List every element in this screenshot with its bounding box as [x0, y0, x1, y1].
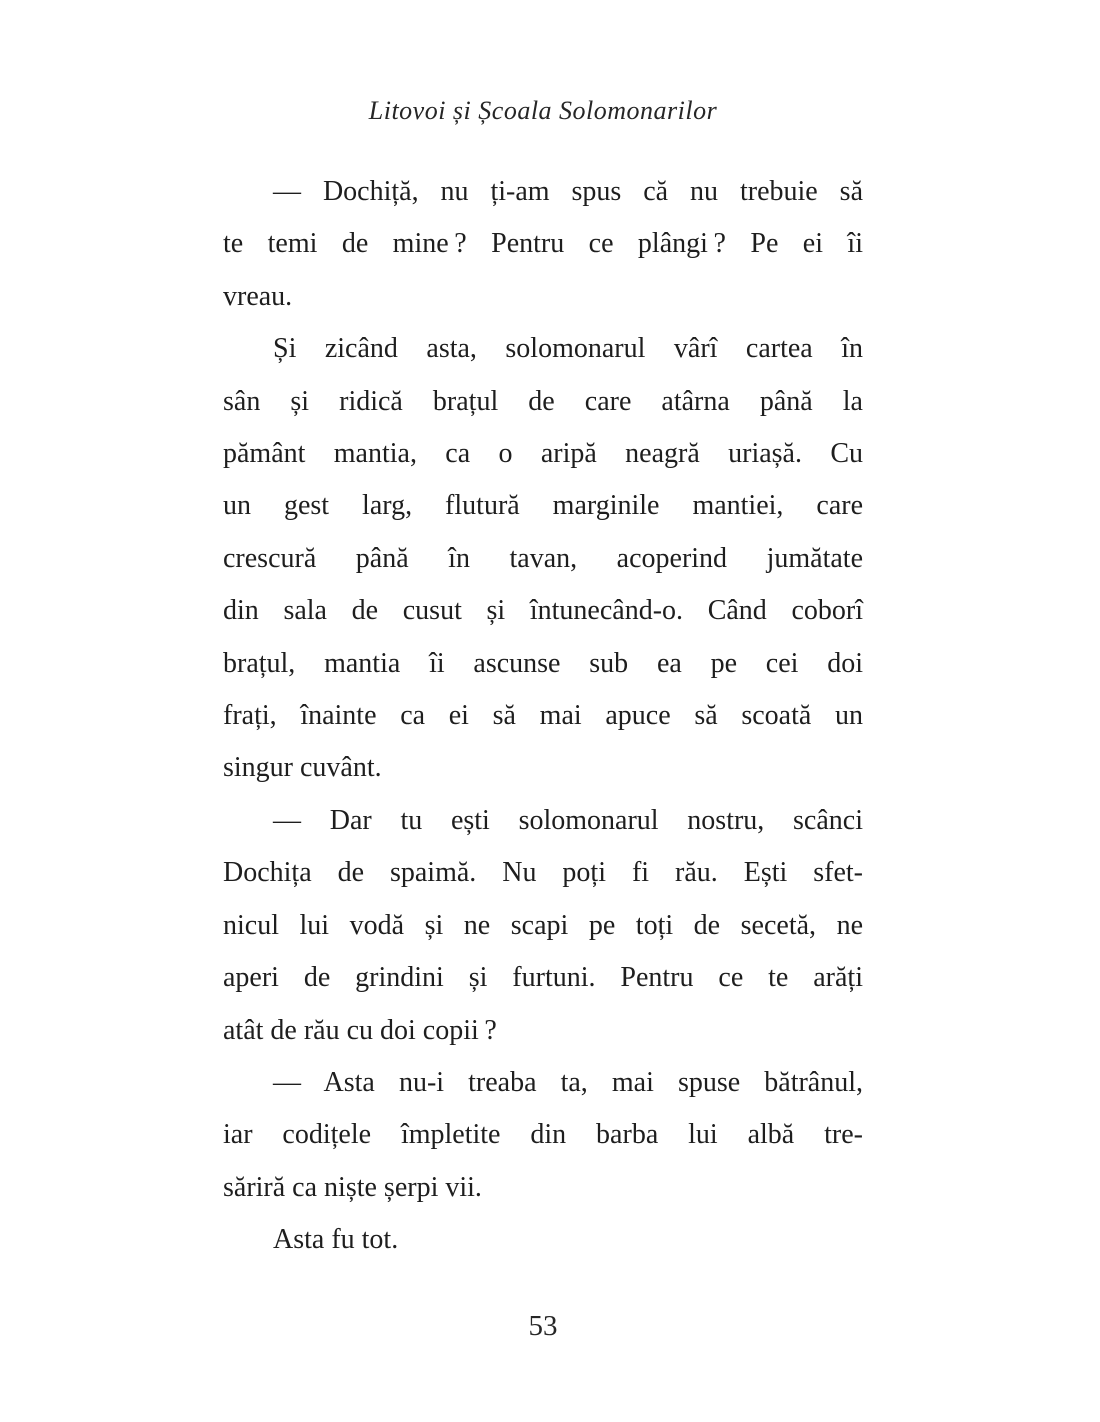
paragraph [223, 1057, 863, 1214]
text-line: pământ mantia, ca o aripă neagră uriașă. Cu [223, 438, 863, 470]
text-line: iar codițele împletite din barba lui albă tre- [223, 1119, 863, 1151]
text-line: din sala de cusut și întunecând-o. Când coborî [223, 595, 863, 627]
text-line: — Dar tu ești solomonarul nostru, scânci [273, 804, 863, 836]
text-line: vreau. [223, 280, 293, 312]
text-line: un gest larg, flutură marginile mantiei, care [223, 490, 863, 522]
paragraph [223, 166, 863, 323]
text-line: — Asta nu-i treaba ta, mai spuse bătrânul, [273, 1066, 863, 1098]
running-header: Litovoi și Școala Solomonarilor [368, 96, 718, 125]
text-line: frați, înainte ca ei să mai apuce să scoată un [223, 700, 863, 732]
text-line: Dochița de spaimă. Nu poți fi rău. Ești sfet- [223, 857, 863, 889]
body-text [223, 166, 863, 1267]
text-line: nicul lui vodă și ne scapi pe toți de secetă, ne [223, 909, 863, 941]
text-line: atât de rău cu doi copii ? [223, 1014, 497, 1046]
text-line: crescură până în tavan, acoperind jumătate [223, 542, 863, 574]
text-line: singur cuvânt. [223, 752, 382, 784]
paragraph [223, 323, 863, 795]
text-line: aperi de grindini și furtuni. Pentru ce te arăți [223, 962, 863, 994]
text-line: Și zicând asta, solomonarul vârî cartea în [273, 333, 863, 365]
paragraph [223, 795, 863, 1057]
paragraph [223, 1214, 863, 1266]
text-line: te temi de mine ? Pentru ce plângi ? Pe ei îi [223, 228, 863, 260]
text-line: sân și ridică brațul de care atârna până la [223, 385, 863, 417]
text-line: săriră ca niște șerpi vii. [223, 1171, 482, 1203]
page-number: 53 [528, 1310, 558, 1342]
text-line: Asta fu tot. [273, 1224, 399, 1256]
text-line: — Dochiță, nu ți-am spus că nu trebuie să [273, 176, 863, 207]
text-line: brațul, mantia îi ascunse sub ea pe cei doi [223, 647, 863, 679]
